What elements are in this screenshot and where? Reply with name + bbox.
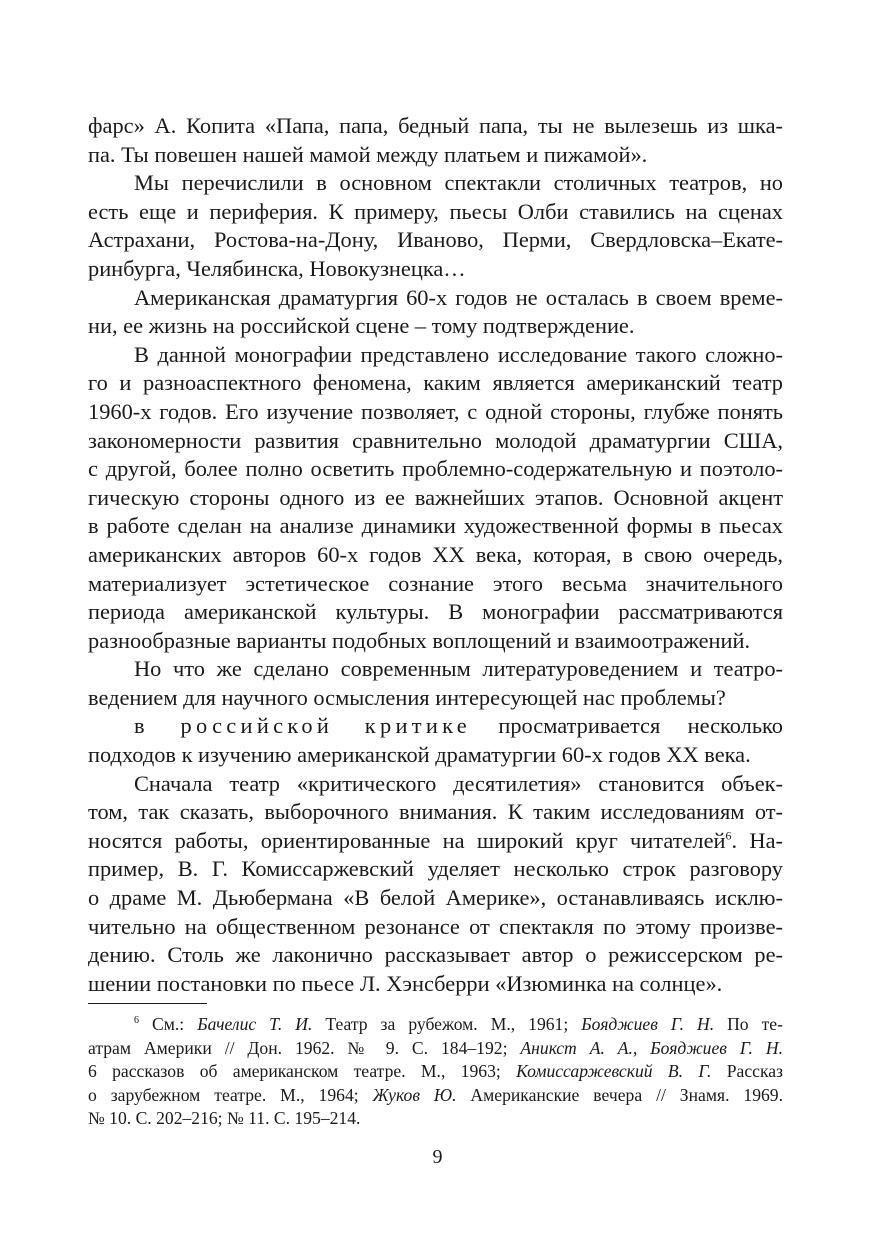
text-line: Астрахани, Ростова-на-Дону, Иваново, Перми, Свердловска–Екате-: [88, 227, 783, 253]
text-fragment: просматривается несколько: [498, 713, 783, 739]
footnote-text: атрам Америки // Дон. 1962. № 9. С. 184–192;: [88, 1037, 521, 1058]
footnote-ref[interactable]: 6: [725, 828, 732, 843]
text-line: гическую стороны одного из ее важнейших этапов. Основной акцент: [88, 484, 783, 510]
footnote-text: ,: [632, 1037, 651, 1058]
text-line: материализует эстетическое сознание этого весьма значительного: [88, 570, 783, 596]
text-line: шении постановки по пьесе Л. Хэнсберри «Изюминка на солнце».: [88, 970, 723, 996]
footnote-line: [88, 1060, 783, 1084]
text-line: дению. Столь же лаконично рассказывает автор о режиссерском ре-: [88, 942, 783, 968]
text-line: ведением для научного осмысления интересующей нас проблемы?: [88, 684, 726, 710]
text-line: закономерности развития сравнительно молодой драматургии США,: [88, 427, 783, 453]
spaced-emphasis: в российской критике: [134, 713, 471, 739]
text-line: с другой, более полно осветить проблемно-содержательную и поэтоло-: [88, 456, 783, 482]
footnote-line: № 10. С. 202–216; № 11. С. 195–214.: [88, 1108, 361, 1128]
text-line: разнообразные варианты подобных воплощений и взаимоотражений.: [88, 627, 751, 653]
text-line: периода американской культуры. В монографии рассматриваются: [88, 599, 783, 625]
footnote-line: [88, 1084, 783, 1108]
page-number: 9: [432, 1146, 443, 1168]
text-line: пример, В. Г. Комиссаржевский уделяет несколько строк разговору: [88, 856, 783, 882]
footnote-text: Рассказ: [711, 1061, 783, 1081]
footnote-text: о зарубежном театре. М., 1964;: [88, 1084, 373, 1105]
footnote-text: По те-: [714, 1014, 783, 1034]
main-text: [88, 112, 783, 998]
footnote-author: Бояджиев Г. Н.: [581, 1014, 715, 1034]
footnote-line: [88, 1037, 783, 1061]
text-line: о драме М. Дьюбермана «В белой Америке», останавливаясь исклю-: [88, 885, 783, 911]
footnote-text: Театр за рубежом. М., 1961;: [312, 1014, 582, 1034]
text-line: подходов к изучению американской драматургии 60-х годов ХХ века.: [88, 742, 751, 768]
text-line: фарс» А. Копита «Папа, папа, бедный папа, ты не вылезешь из шка-: [88, 113, 783, 138]
text-line: [88, 827, 783, 856]
text-line: есть еще и периферия. К примеру, пьесы Олби ставились на сценах: [88, 198, 783, 224]
text-fragment: носятся работы, ориентированные на широкий круг читателей: [88, 827, 726, 853]
footnote-text: См.:: [139, 1014, 198, 1034]
footnote-author: Комиссаржевский В. Г.: [516, 1061, 712, 1081]
footnote-block: [88, 1013, 783, 1131]
text-line: в работе сделан на анализе динамики художественной формы в пьесах: [88, 513, 783, 539]
footnote-marker: 6: [134, 1015, 139, 1027]
footnote-author: Жуков Ю.: [372, 1084, 457, 1105]
footnote-author: Бояджиев Г. Н.: [650, 1037, 783, 1058]
footnote-text: Американские вечера // Знамя. 1969.: [456, 1084, 783, 1105]
footnote-author: Бачелис Т. И.: [197, 1014, 313, 1034]
text-line: Американская драматургия 60-х годов не осталась в своем време-: [134, 284, 783, 310]
footnote-line: [88, 1013, 783, 1037]
text-line: Мы перечислили в основном спектакли столичных театров, но: [134, 170, 783, 196]
text-line: 1960-х годов. Его изучение позволяет, с одной стороны, глубже понять: [88, 398, 783, 424]
text-line: том, так сказать, выборочного внимания. К таким исследованиям от-: [88, 799, 783, 825]
text-line: па. Ты повешен нашей мамой между платьем и пижамой».: [88, 141, 648, 167]
text-line: ни, ее жизнь на российской сцене – тому подтверждение.: [88, 313, 635, 339]
text-line: ринбурга, Челябинска, Новокузнецка…: [88, 255, 466, 281]
text-fragment: . На-: [731, 827, 783, 853]
footnote-author: Аникст А. А.: [520, 1037, 633, 1058]
text-line: Но что же сделано современным литературоведением и театро-: [134, 656, 783, 682]
text-line: го и разноаспектного феномена, каким является американский театр: [88, 370, 783, 396]
footnote-separator: [88, 1003, 207, 1004]
text-line: чительно на общественном резонансе от спектакля по этому произве-: [88, 913, 783, 939]
text-line: В данной монографии представлено исследование такого сложно-: [134, 341, 783, 367]
footnote-text: 6 рассказов об американском театре. М., 1963;: [88, 1061, 517, 1081]
text-line: Сначала театр «критического десятилетия» становится объек-: [134, 770, 783, 796]
text-line: [88, 712, 783, 741]
text-line: американских авторов 60-х годов ХХ века, которая, в свою очередь,: [88, 541, 783, 567]
